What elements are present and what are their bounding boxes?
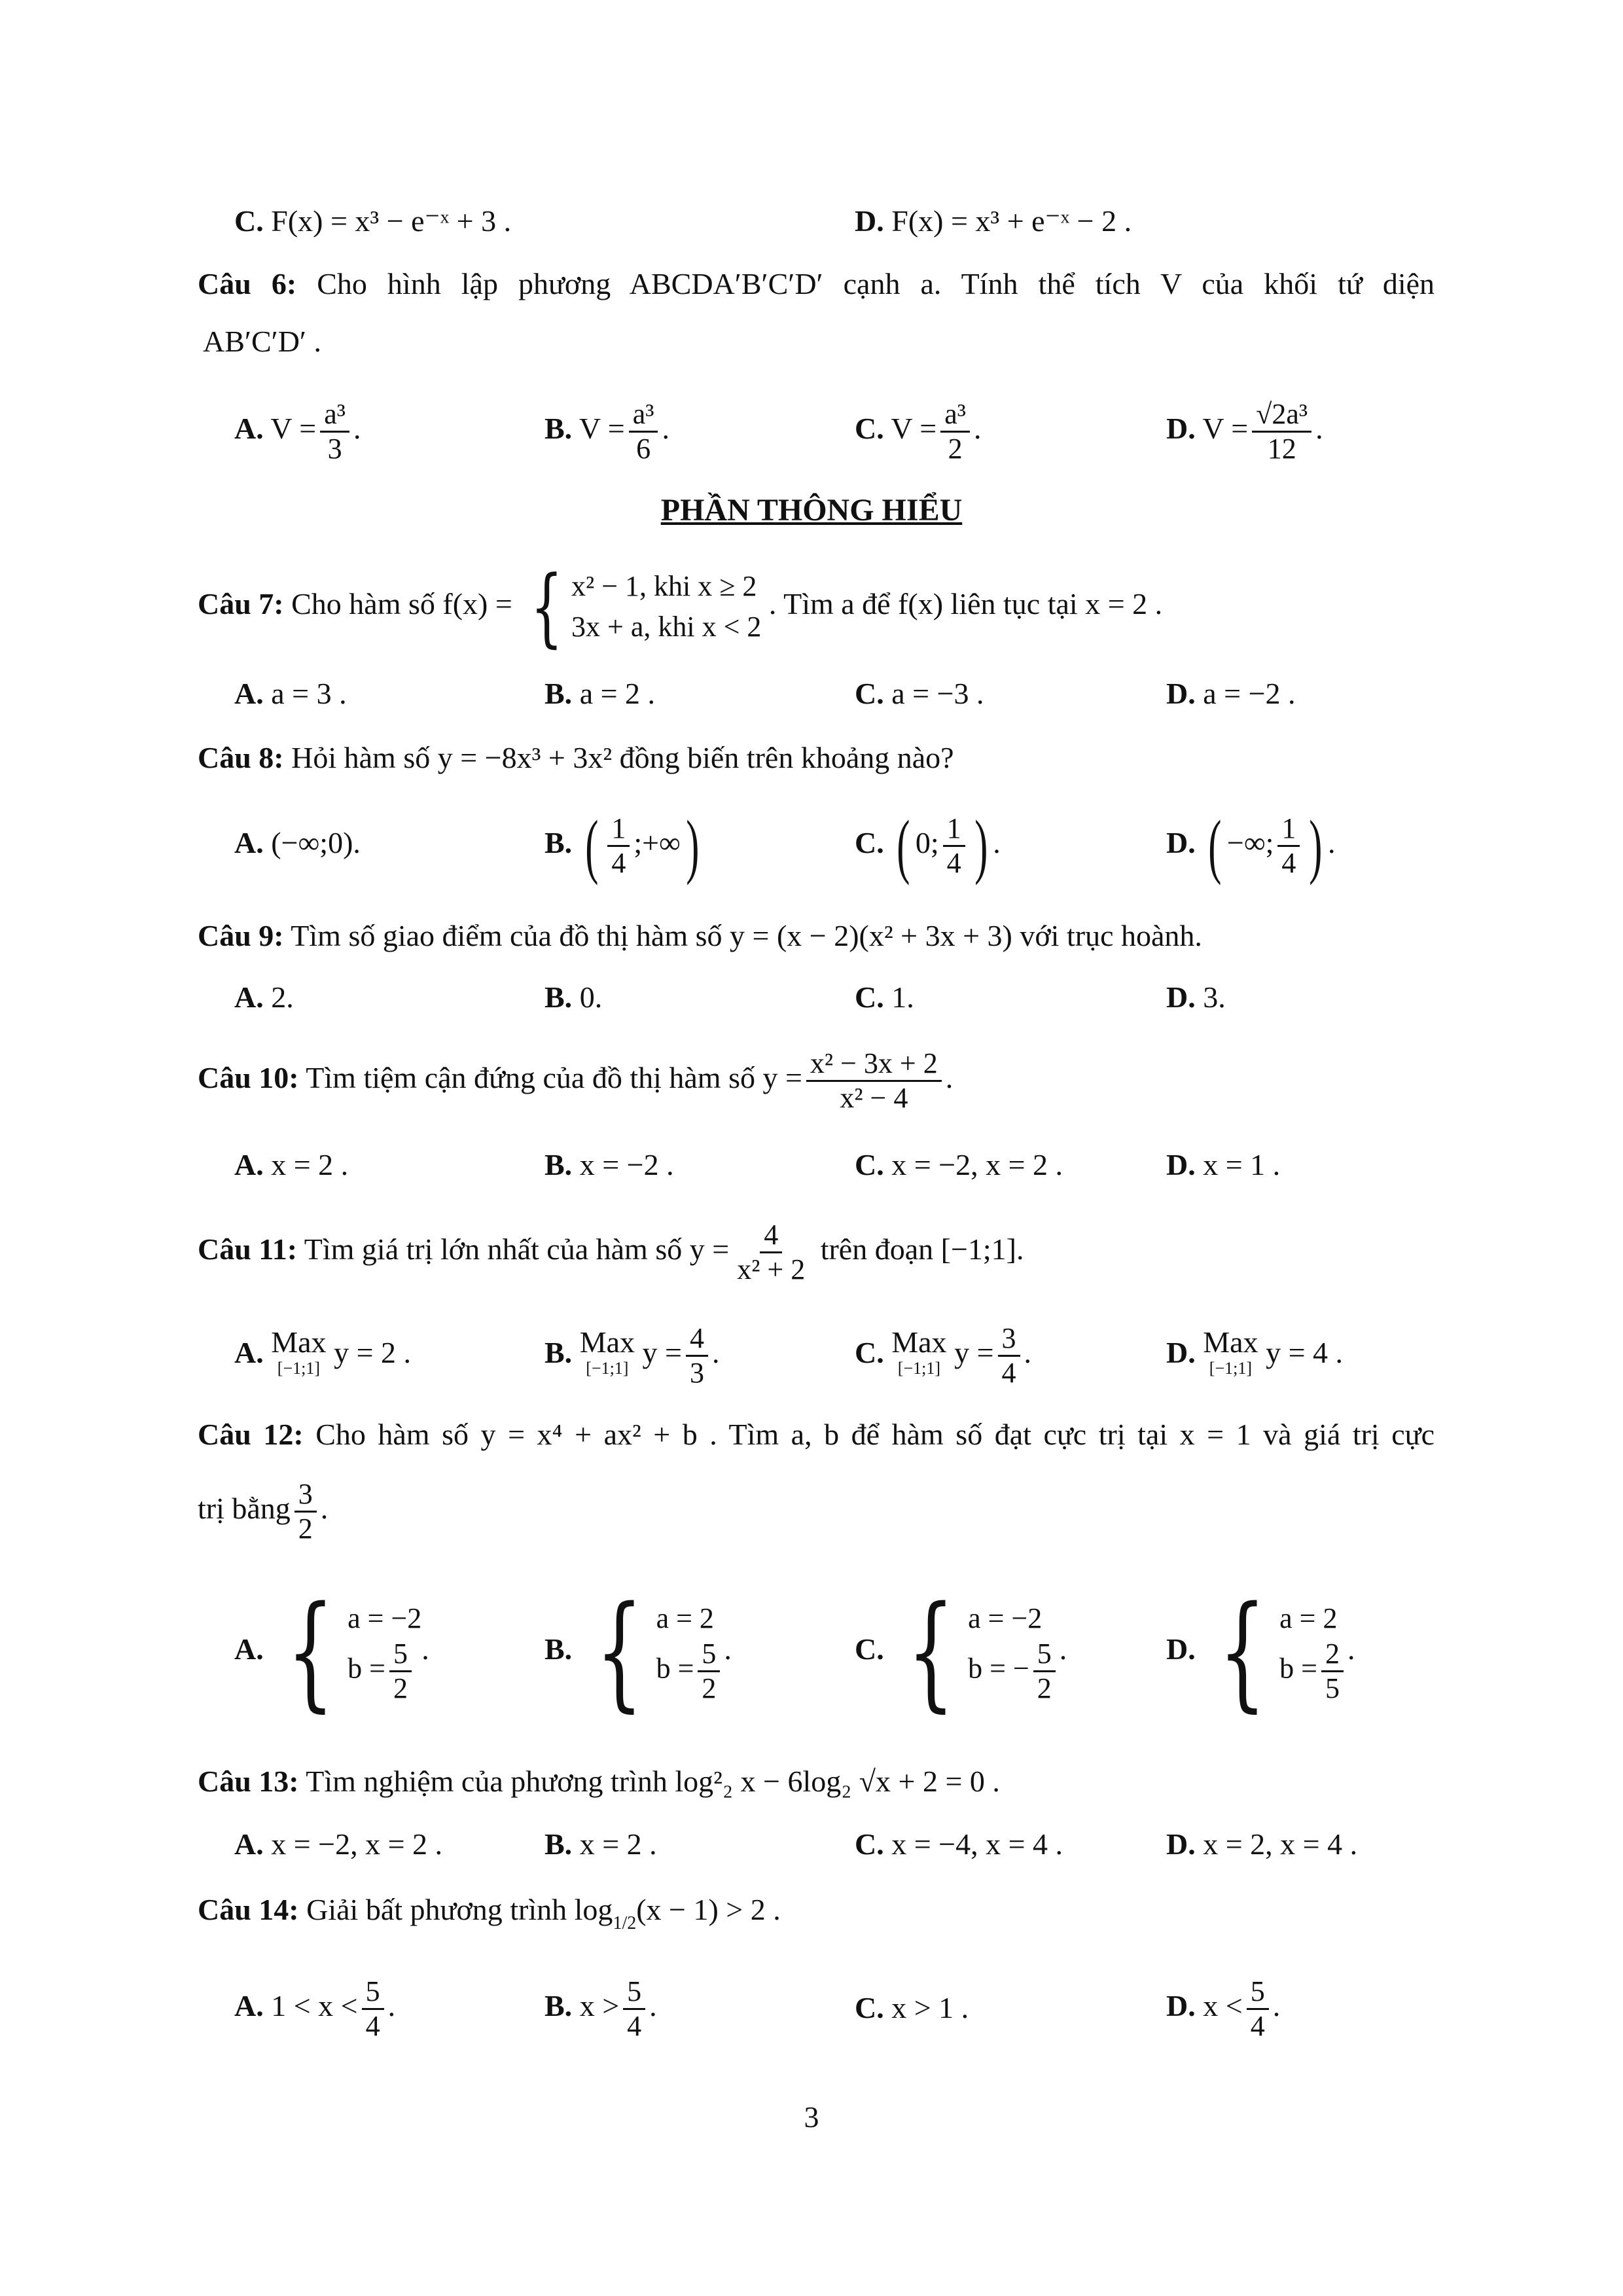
max-operator	[891, 1325, 947, 1382]
denominator: 4	[1250, 2009, 1265, 2042]
option-label: C.	[855, 980, 884, 1014]
q8-option-d: D. ( −∞; $\frac{1}{4}$ ) .	[1166, 806, 1336, 886]
option-label: A.	[234, 412, 264, 446]
q6-stem-line1	[198, 266, 1435, 302]
question-text: Tìm tiệm cận đứng của đồ thị hàm số y =	[306, 1061, 802, 1094]
system	[580, 1579, 724, 1725]
numerator: 5	[1247, 1975, 1269, 2010]
section-title: PHẦN THÔNG HIỂU	[660, 493, 963, 528]
max-label: Max	[271, 1325, 327, 1359]
option-text: (−∞;0).	[271, 826, 361, 859]
brace: {	[907, 1579, 955, 1725]
option-label: D.	[1166, 1336, 1196, 1369]
denominator: 6	[636, 433, 651, 465]
denominator: x² + 2	[737, 1253, 806, 1285]
question-text: trị bằng	[198, 1492, 291, 1525]
q13-option-d	[1166, 1826, 1357, 1863]
option-label: A.	[234, 980, 264, 1014]
max-range: [−1;1]	[277, 1359, 320, 1378]
q10-option-d	[1166, 1147, 1280, 1183]
numerator: 5	[623, 1975, 645, 2010]
denominator: x² − 4	[840, 1081, 908, 1114]
option-label: D.	[855, 204, 884, 238]
option-label: C.	[855, 826, 884, 859]
denominator: 2	[393, 1672, 408, 1704]
option-label: B.	[544, 980, 573, 1014]
system	[1203, 1579, 1347, 1725]
q9-option-c	[855, 979, 914, 1016]
option-text: a = −2 .	[1203, 677, 1296, 710]
option-prefix: V =	[579, 412, 625, 446]
option-prefix: V =	[270, 412, 317, 446]
q9-option-b	[544, 979, 602, 1016]
fraction	[686, 1322, 708, 1390]
option-label: B.	[544, 1148, 573, 1181]
b-prefix: b =	[1279, 1652, 1317, 1685]
numerator: 5	[698, 1638, 720, 1672]
option-label: A.	[234, 677, 264, 710]
q8-stem	[198, 740, 954, 776]
option-label: D.	[1166, 677, 1196, 710]
right-paren: )	[974, 806, 988, 886]
q12-option-a: A. { a = −2 b = $\frac{5}{2}$ .	[234, 1579, 429, 1725]
left-paren: (	[584, 806, 599, 886]
b-prefix: b = −	[968, 1652, 1029, 1685]
q8-option-c: C. ( 0; $\frac{1}{4}$ ) .	[855, 806, 1001, 886]
q8-option-b	[544, 804, 704, 886]
numerator: a³	[629, 398, 658, 433]
left-paren: (	[897, 806, 910, 886]
option-label: A.	[234, 1632, 264, 1666]
question-text: Cho hàm số f(x) =	[291, 587, 512, 620]
numerator: √2a³	[1252, 398, 1311, 433]
numerator: 1	[943, 812, 965, 847]
fraction	[1252, 398, 1311, 465]
fraction	[389, 1638, 412, 1705]
fraction	[362, 1975, 384, 2043]
fraction	[1247, 1975, 1269, 2043]
q7-option-a	[234, 675, 347, 712]
q6-option-c: C. V = $\frac{\text{a³}}{2}$ .	[855, 398, 982, 465]
fraction	[733, 1219, 809, 1286]
option-label: B.	[544, 1336, 573, 1369]
fraction	[1277, 812, 1300, 880]
denominator: 4	[946, 846, 961, 879]
q12-stem-line1	[198, 1416, 1435, 1453]
q13-option-a	[234, 1826, 442, 1863]
option-label: D.	[1166, 1148, 1196, 1181]
fraction	[623, 1975, 645, 2043]
option-label: B.	[544, 677, 573, 710]
question-label: Câu 8:	[198, 741, 284, 774]
denominator: 4	[1001, 1356, 1016, 1389]
numerator: 2	[1321, 1638, 1344, 1672]
option-label: A.	[234, 1336, 264, 1369]
fraction	[1033, 1638, 1056, 1705]
right-paren: )	[1309, 806, 1323, 886]
case-a: a = −2	[348, 1602, 422, 1634]
q14-option-c	[855, 1990, 969, 2026]
option-label: C.	[855, 1991, 884, 2024]
cases	[1279, 1600, 1347, 1705]
fraction	[1321, 1638, 1344, 1705]
denominator: 2	[948, 433, 963, 465]
q14-option-b: B. x > $\frac{5}{4}$ .	[544, 1975, 657, 2042]
case-b	[348, 1638, 421, 1705]
q12-stem-line2: trị bằng $\frac{3}{2}$ .	[198, 1477, 329, 1545]
cases	[571, 566, 761, 647]
denominator: 5	[1325, 1672, 1340, 1704]
denominator: 2	[702, 1672, 717, 1704]
case-b	[968, 1638, 1060, 1705]
option-prefix: y =	[954, 1336, 994, 1369]
option-text: x = −4, x = 4 .	[891, 1827, 1063, 1861]
question-text: Giải bất phương trình log	[306, 1893, 613, 1926]
denominator: 3	[689, 1356, 704, 1389]
option-prefix: 0;	[915, 826, 939, 859]
cases	[656, 1600, 724, 1705]
q5-option-d	[855, 203, 1132, 240]
option-label: A.	[234, 826, 264, 859]
system	[891, 1579, 1060, 1725]
fraction	[806, 1047, 942, 1115]
option-prefix: V =	[891, 412, 937, 446]
option-prefix: V =	[1202, 412, 1249, 446]
question-text: Cho hình lập phương ABCDA′B′C′D′ cạnh a. Tính thể tích V của khối tứ diện	[317, 267, 1435, 300]
max-label: Max	[891, 1325, 947, 1359]
numerator: 3	[998, 1322, 1020, 1357]
question-text-post: trên đoạn [−1;1].	[820, 1232, 1024, 1266]
option-label: B.	[544, 1827, 573, 1861]
numerator: 1	[607, 812, 630, 847]
option-label: B.	[544, 1989, 573, 2022]
denominator: 2	[298, 1512, 313, 1545]
option-prefix: x <	[1203, 1989, 1243, 2022]
q13-option-b	[544, 1826, 657, 1863]
q14-option-d: D. x < $\frac{5}{4}$ .	[1166, 1975, 1281, 2042]
option-prefix: 1 < x <	[271, 1989, 358, 2022]
numerator: a³	[320, 398, 349, 433]
cases	[968, 1600, 1060, 1705]
option-label: D.	[1166, 1989, 1196, 2022]
numerator: 5	[1033, 1638, 1056, 1672]
fraction	[320, 398, 349, 465]
q12-option-c: C. { a = −2 b = − $\frac{5}{2}$ .	[855, 1579, 1067, 1725]
q7-option-d	[1166, 675, 1296, 712]
option-label: C.	[855, 412, 884, 446]
case-a: a = 2	[656, 1602, 714, 1634]
option-label: A.	[234, 1148, 264, 1181]
q11-option-d	[1166, 1317, 1343, 1389]
option-post: ;+∞	[633, 826, 681, 859]
q11-option-a	[234, 1317, 411, 1389]
fraction	[998, 1322, 1020, 1390]
numerator: 5	[362, 1975, 384, 2010]
option-text: y = 2 .	[334, 1336, 412, 1369]
option-label: D.	[1166, 412, 1196, 446]
q7-stem	[198, 557, 1163, 657]
denominator: 3	[327, 433, 342, 465]
max-label: Max	[579, 1325, 635, 1359]
q8-option-a	[234, 825, 361, 861]
numerator: 4	[686, 1322, 708, 1357]
question-label: Câu 11:	[198, 1232, 298, 1266]
right-paren: )	[686, 806, 700, 886]
question-label: Câu 12:	[198, 1418, 304, 1451]
q7-option-b	[544, 675, 655, 712]
q6-option-a: A. V = $\frac{\text{a³}}{3}$ .	[234, 398, 361, 465]
denominator: 4	[611, 846, 626, 879]
denominator: 4	[1281, 846, 1296, 879]
numerator: 3	[294, 1478, 317, 1513]
case-b	[656, 1638, 724, 1705]
case-a: a = 2	[1279, 1602, 1338, 1634]
q10-option-a	[234, 1147, 348, 1183]
numerator: x² − 3x + 2	[806, 1047, 942, 1082]
option-label: B.	[544, 412, 573, 446]
q9-stem	[198, 918, 1202, 954]
q11-stem	[198, 1213, 1024, 1286]
numerator: a³	[940, 398, 970, 433]
option-label: D.	[1166, 1827, 1196, 1861]
numerator: 5	[389, 1638, 412, 1672]
option-text: a = −3 .	[891, 677, 984, 710]
q14-option-a: A. 1 < x < $\frac{5}{4}$ .	[234, 1975, 396, 2042]
fraction	[943, 812, 965, 880]
question-label: Câu 14:	[198, 1893, 299, 1926]
q10-option-b	[544, 1147, 674, 1183]
denominator: 12	[1267, 433, 1296, 465]
brace: {	[530, 557, 563, 657]
question-text-post: (x − 1) > 2 .	[636, 1893, 781, 1926]
brace: {	[287, 1579, 334, 1725]
q14-stem	[198, 1892, 781, 1942]
option-label: C.	[855, 677, 884, 710]
question-label: Câu 7:	[198, 587, 284, 620]
system	[271, 1579, 422, 1725]
question-label: Câu 13:	[198, 1765, 299, 1798]
option-prefix: x >	[579, 1989, 620, 2022]
q9-option-a	[234, 979, 294, 1016]
option-label: D.	[1166, 1632, 1196, 1666]
option-label: A.	[234, 1989, 264, 2022]
left-paren: (	[1208, 806, 1222, 886]
question-text-post: . Tìm a để f(x) liên tục tại x = 2 .	[768, 587, 1163, 620]
option-text: x = 2, x = 4 .	[1203, 1827, 1358, 1861]
b-prefix: b =	[656, 1652, 694, 1685]
option-text: F(x) = x³ + e⁻ˣ − 2 .	[891, 204, 1132, 238]
option-text: 3.	[1203, 980, 1226, 1014]
option-text: a = 3 .	[271, 677, 347, 710]
denominator: 4	[365, 2009, 380, 2042]
question-label: Câu 10:	[198, 1061, 299, 1094]
page-number: 3	[804, 2100, 819, 2134]
option-prefix: −∞;	[1226, 826, 1274, 859]
option-label: A.	[234, 1827, 264, 1861]
option-label: D.	[1166, 980, 1196, 1014]
option-text: x = −2, x = 2 .	[271, 1827, 443, 1861]
case-2: 3x + a, khi x < 2	[571, 611, 762, 643]
denominator: 2	[1037, 1672, 1052, 1704]
q10-stem: Câu 10: Tìm tiệm cận đứng của đồ thị hàm số y = $\frac{\text{x² − 3x + 2}}{\text{x² − 4}}$ .	[198, 1047, 954, 1114]
option-text: y = 4 .	[1266, 1336, 1344, 1369]
question-text: Tìm nghiệm của phương trình log²₂ x − 6log₂ √x + 2 = 0 .	[306, 1765, 1000, 1798]
q6-option-d: D. V = $\frac{\text{√2a³}}{12}$ .	[1166, 398, 1323, 465]
brace: {	[1219, 1579, 1266, 1725]
option-label: D.	[1166, 826, 1196, 859]
option-text: x = −2 .	[579, 1148, 674, 1181]
option-prefix: y =	[642, 1336, 682, 1369]
q10-option-c	[855, 1147, 1063, 1183]
option-label: C.	[855, 1827, 884, 1861]
option-text: 0.	[579, 980, 603, 1014]
question-text: Hỏi hàm số y = −8x³ + 3x² đồng biến trên khoảng nào?	[291, 741, 954, 774]
q11-option-c: C. Max [−1;1] y = $\frac{3}{4}$ .	[855, 1321, 1032, 1389]
numerator: 1	[1277, 812, 1300, 847]
max-operator	[579, 1325, 635, 1382]
piecewise-system	[520, 557, 762, 657]
fraction	[607, 812, 630, 880]
question-text: Tìm số giao điểm của đồ thị hàm số y = (x − 2)(x² + 3x + 3) với trục hoành.	[291, 919, 1202, 952]
brace: {	[595, 1579, 643, 1725]
option-label: C.	[855, 1336, 884, 1369]
q9-option-d	[1166, 979, 1226, 1016]
question-text: Cho hàm số y = x⁴ + ax² + b . Tìm a, b để hàm số đạt cực trị tại x = 1 và giá trị cực	[315, 1418, 1435, 1451]
max-range: [−1;1]	[897, 1359, 940, 1378]
fraction	[940, 398, 970, 465]
q13-option-c	[855, 1826, 1063, 1863]
option-text: x = 2 .	[271, 1148, 349, 1181]
question-label: Câu 6:	[198, 267, 297, 300]
option-text: 2.	[271, 980, 294, 1014]
max-range: [−1;1]	[1209, 1359, 1252, 1378]
fraction	[629, 398, 658, 465]
q12-option-b: B. { a = 2 b = $\frac{5}{2}$ .	[544, 1579, 732, 1725]
option-text: x > 1 .	[891, 1991, 969, 2024]
max-label: Max	[1203, 1325, 1258, 1359]
log-base: 1/2	[613, 1913, 637, 1933]
case-1: x² − 1, khi x ≥ 2	[571, 570, 757, 603]
case-a: a = −2	[968, 1602, 1043, 1634]
q13-stem	[198, 1763, 1000, 1800]
q12-option-d: D. { a = 2 b = $\frac{2}{5}$ .	[1166, 1579, 1355, 1725]
max-operator	[1203, 1325, 1258, 1382]
q6-stem-line2: AB′C′D′ .	[203, 325, 321, 358]
option-text: F(x) = x³ − e⁻ˣ + 3 .	[271, 204, 512, 238]
option-label: C.	[855, 1148, 884, 1181]
option-label: B.	[544, 1632, 573, 1666]
fraction	[698, 1638, 720, 1705]
option-label: C.	[855, 1632, 884, 1666]
fraction	[294, 1478, 317, 1545]
option-text: x = 1 .	[1203, 1148, 1281, 1181]
numerator: 4	[760, 1219, 782, 1253]
option-text: 1.	[891, 980, 914, 1014]
denominator: 4	[627, 2009, 642, 2042]
q6-option-b: B. V = $\frac{\text{a³}}{6}$ .	[544, 398, 669, 465]
option-text: a = 2 .	[579, 677, 656, 710]
option-label: C.	[234, 204, 264, 238]
q5-option-c	[234, 203, 511, 240]
case-b	[1279, 1638, 1347, 1705]
cases	[348, 1600, 421, 1705]
option-text: x = −2, x = 2 .	[891, 1148, 1063, 1181]
max-range: [−1;1]	[586, 1359, 629, 1378]
q11-option-b: B. Max [−1;1] y = $\frac{4}{3}$ .	[544, 1321, 720, 1389]
question-text: Tìm giá trị lớn nhất của hàm số y =	[304, 1232, 730, 1266]
q7-option-c	[855, 675, 984, 712]
b-prefix: b =	[348, 1652, 385, 1685]
option-label: B.	[544, 826, 573, 859]
option-text: x = 2 .	[579, 1827, 657, 1861]
question-label: Câu 9:	[198, 919, 284, 952]
max-operator	[271, 1325, 327, 1382]
